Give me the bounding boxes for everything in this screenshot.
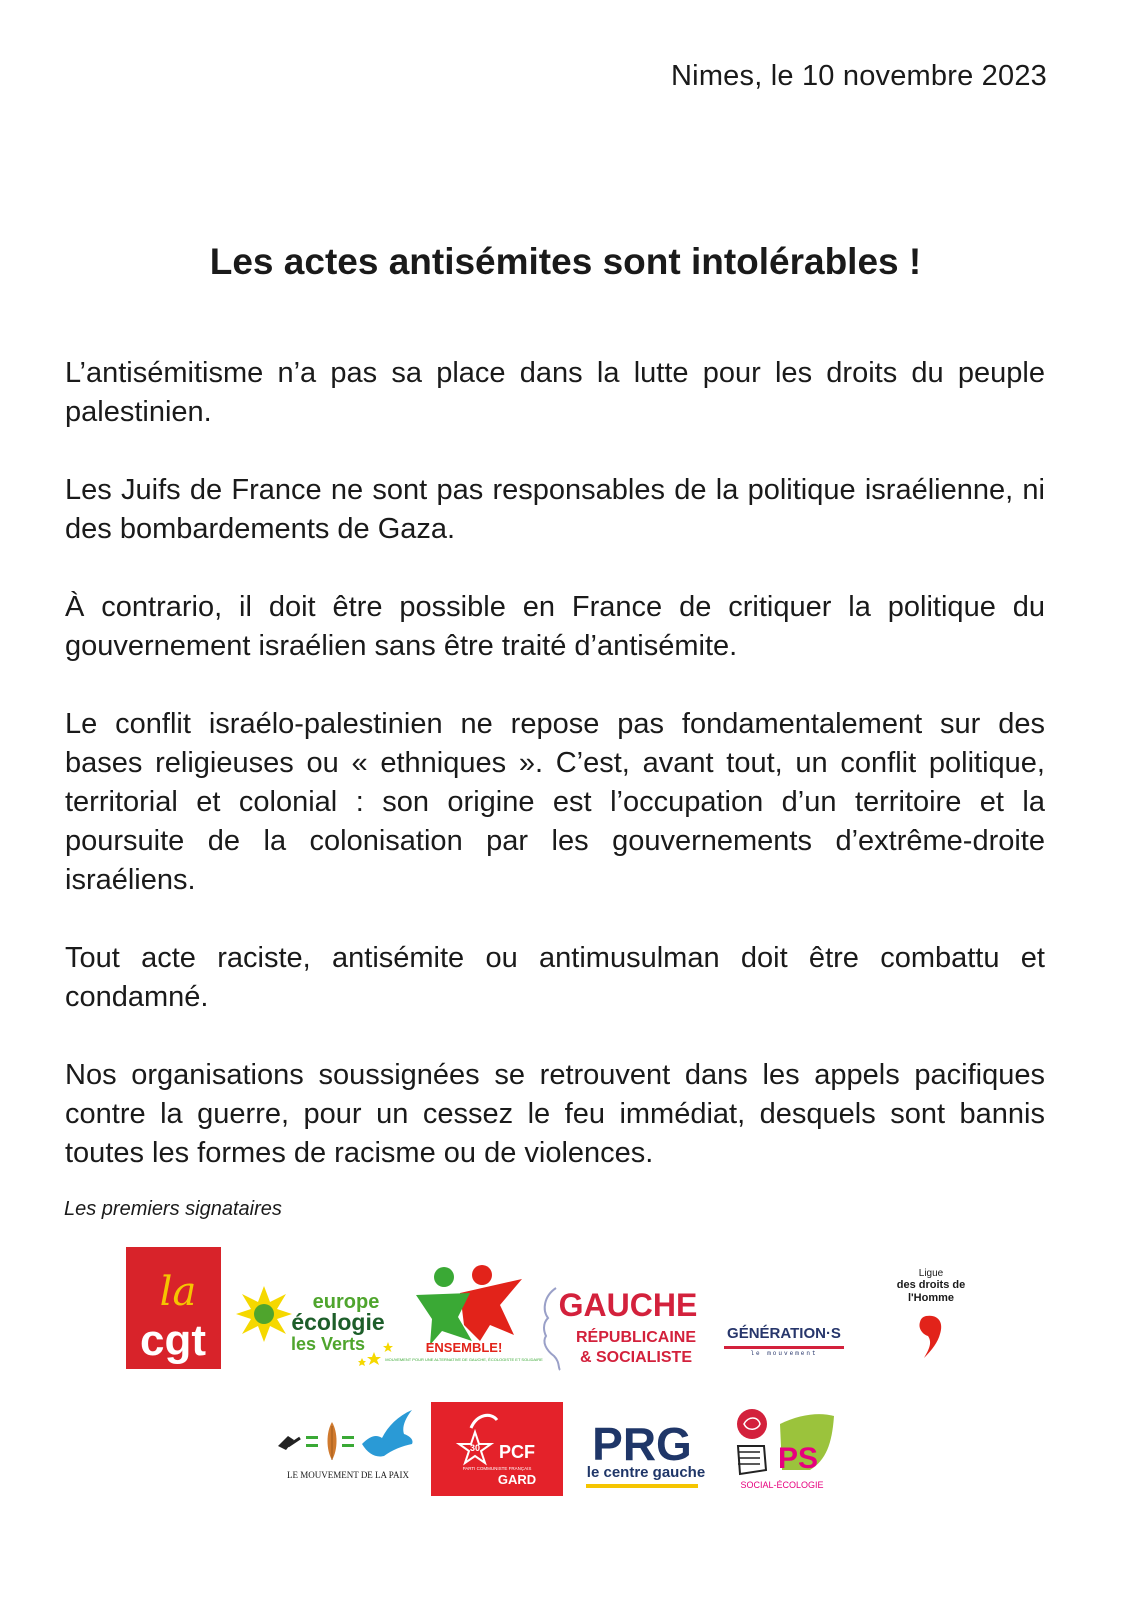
ensemble-logo [385, 1265, 543, 1371]
ldh-logo [888, 1264, 974, 1362]
paragraph: Nos organisations soussignées se retrouvent dans les appels pacifiques contre la guerre, pour un cessez le feu immédiat, desquels sont bannis toutes les formes de racisme ou de violences. [65, 1059, 1045, 1169]
prg-logo-tagline: le centre gauche [586, 1464, 706, 1481]
mouvement-paix-logo [272, 1404, 424, 1484]
eelv-logo-line2: écologie [291, 1309, 385, 1335]
grs-logo [538, 1280, 698, 1372]
prg-logo [580, 1420, 712, 1492]
pcf-logo-tagline: PARTI COMMUNISTE FRANÇAIS [462, 1466, 532, 1471]
grs-logo-line1: GAUCHE [558, 1287, 698, 1323]
document-date: Nimes, le 10 novembre 2023 [671, 60, 1047, 92]
mouvement-paix-logo-name: LE MOUVEMENT DE LA PAIX [286, 1470, 410, 1480]
grs-logo-line3: & SOCIALISTE [579, 1349, 693, 1366]
ldh-logo-line2: des droits de [896, 1279, 966, 1291]
pcf-logo [431, 1402, 563, 1496]
ps-logo-name: PS [777, 1442, 819, 1475]
eelv-logo-line3: les Verts [290, 1334, 366, 1354]
paragraph: L’antisémitisme n’a pas sa place dans la lutte pour les droits du peuple palestinien. [65, 357, 1045, 428]
eelv-logo [234, 1278, 400, 1368]
pcf-logo-region: GARD [497, 1472, 537, 1487]
ps-logo-tagline: SOCIAL-ÉCOLOGIE [740, 1480, 824, 1490]
generations-logo-tagline: le mouvement [750, 1350, 818, 1357]
cgt-logo-line1: la [159, 1269, 197, 1315]
paragraph: À contrario, il doit être possible en France de critiquer la politique du gouvernement israélien sans être traité d’antisémite. [65, 591, 1045, 662]
pcf-logo-name: PCF [499, 1442, 535, 1462]
signatories-label: Les premiers signataires [64, 1198, 282, 1220]
prg-logo-name: PRG [592, 1418, 692, 1470]
generations-logo [722, 1320, 846, 1358]
document-body [65, 354, 1045, 1212]
cgt-logo-line2: cgt [140, 1316, 206, 1365]
paragraph: Les Juifs de France ne sont pas responsables de la politique israélienne, ni des bombardements de Gaza. [65, 474, 1045, 545]
ps-logo [730, 1404, 836, 1494]
grs-logo-line2: RÉPUBLICAINE [575, 1329, 697, 1346]
cgt-logo [126, 1247, 221, 1369]
ensemble-logo-tagline: MOUVEMENT POUR UNE ALTERNATIVE DE GAUCHE, ÉCOLOGISTE ET SOLIDAIRE [385, 1357, 543, 1362]
paragraph: Le conflit israélo-palestinien ne repose pas fondamentalement sur des bases religieuses ou « ethniques ». C’est, avant tout, un conflit politique, territorial et colonial : son origine est l’occupation d’un territoire et la poursuite de la colonisation par les gouvernements d’extrême-droite israéliens. [65, 708, 1045, 896]
generations-logo-name: GÉNÉRATION·S [727, 1325, 841, 1342]
document-title: Les actes antisémites sont intolérables ! [209, 241, 922, 282]
ldh-logo-line3: l'Homme [907, 1292, 955, 1304]
ensemble-logo-name: ENSEMBLE! [425, 1340, 503, 1355]
pcf-logo-badge: 30 [469, 1443, 481, 1453]
eelv-logo-line1: europe [312, 1291, 380, 1313]
ldh-logo-line1: Ligue [918, 1268, 944, 1279]
paragraph: Tout acte raciste, antisémite ou antimusulman doit être combattu et condamné. [65, 942, 1045, 1013]
